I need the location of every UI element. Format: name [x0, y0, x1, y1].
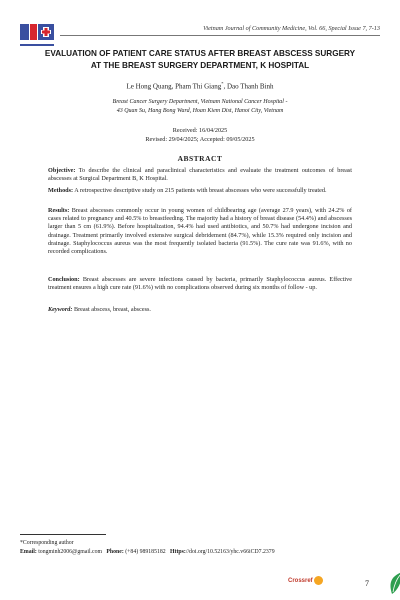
- conclusion-text: Breast abscesses are severe infections caused by bacteria, primarily Staphylococcus aureus. Effective treatment ensures a high cure rate (91.6%) with no complications observed during six months of follow - up.: [48, 276, 352, 292]
- affiliation-line-1: Breast Cancer Surgery Department, Vietnam National Cancer Hospital -: [112, 99, 288, 105]
- page-number: 7: [365, 579, 369, 588]
- contact-line: [20, 549, 380, 555]
- methods-label: Methods:: [48, 187, 74, 194]
- abstract-conclusion: [48, 276, 352, 292]
- keyword-text: Breast abscess, breast, abscess.: [72, 306, 151, 313]
- corresponding-note: *Corresponding author: [20, 540, 74, 546]
- conclusion-label: Conclusion:: [48, 276, 80, 283]
- title-line-2: AT THE BREAST SURGERY DEPARTMENT, K HOSPITAL: [90, 61, 310, 70]
- crossref-badge[interactable]: [288, 576, 323, 585]
- phone-label: Phone:: [106, 549, 124, 555]
- header-divider: [60, 35, 380, 36]
- footnote-divider: [20, 534, 106, 535]
- results-text: Breast abscesses commonly occur in young women of childbearing age (average 27.9 years), with 24.2% of cases related to pregnancy and 40.5% to breastfeeding. The majority had a history of breast disease (54.4%) and abscesses larger than 5 cm (61.9%). Before hospitalization, 94.4% had used antibiotics, and 50.7% had undergone incision and drainage. Treatment primarily involved extensive surgical debridement (84.7%), while 15.3% required only incision and drainage. Staphylococcus aureus was the most frequently isolated bacteria (91.5%). The cure rate was 91.6%, with no recorded complications.: [48, 207, 352, 256]
- authors-first: Le Hong Quang, Pham Thi Giang: [126, 82, 222, 91]
- objective-text: To describe the clinical and paraclinical characteristics and evaluate the treatment outcomes of breast abscesses at Surgical Department B, K Hospital.: [48, 167, 352, 183]
- title-line-1: EVALUATION OF PATIENT CARE STATUS AFTER BREAST ABSCESS SURGERY: [44, 49, 356, 58]
- phone-number: (+84) 989185182: [123, 549, 166, 555]
- leaf-icon: [388, 572, 400, 594]
- journal-logo: [20, 22, 54, 44]
- abstract-objective: [48, 167, 352, 183]
- journal-citation: Vietnam Journal of Community Medicine, Vol. 66, Special Issue 7, 7-13: [203, 25, 380, 32]
- crossref-label: Crossref: [288, 577, 313, 584]
- keyword-label: Keyword:: [48, 306, 73, 313]
- methods-text: A retrospective descriptive study on 215 patients with breast abscesses who were successfully treated.: [73, 187, 327, 194]
- abstract-keywords: [48, 306, 352, 314]
- received-date: Received: 16/04/2025: [172, 127, 228, 134]
- article-title: [20, 48, 380, 72]
- revised-accepted-date: Revised: 29/04/2025; Accepted: 09/05/2025: [145, 135, 255, 143]
- affiliation: [60, 98, 340, 115]
- abstract-heading: ABSTRACT: [177, 154, 223, 163]
- abstract-methods: [48, 187, 352, 195]
- affiliation-line-2: 43 Quan Su, Hang Bong Ward, Hoan Kiem Dist, Hanoi City, Vietnam: [116, 107, 284, 114]
- doi-link[interactable]: //doi.org/10.52163/yhc.v66iCD7.2379: [185, 549, 275, 555]
- results-label: Results:: [48, 207, 70, 214]
- author-list: [20, 81, 380, 90]
- article-dates: [20, 127, 380, 144]
- https-label: Https:: [170, 549, 186, 555]
- crossmark-icon: [314, 576, 323, 585]
- email-label: Email:: [20, 549, 37, 555]
- authors-rest: , Dao Thanh Binh: [223, 82, 274, 91]
- corresponding-star: *: [221, 81, 224, 86]
- objective-label: Objective:: [48, 167, 76, 174]
- abstract-results: [48, 207, 352, 256]
- email-link[interactable]: tongminh2006@gmail.com: [36, 549, 102, 555]
- logo-underline: [20, 44, 54, 46]
